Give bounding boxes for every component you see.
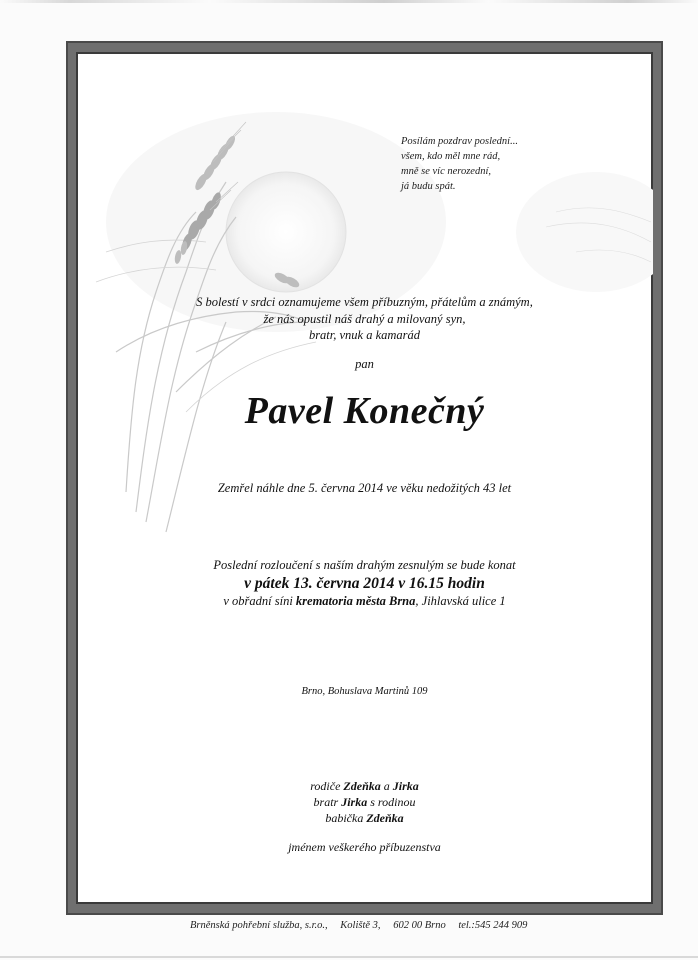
grandmother-label: babička (325, 811, 367, 825)
funeral-date-time: v pátek 13. června 2014 v 16.15 hodin (244, 575, 485, 592)
funeral-intro: Poslední rozloučení s naším drahým zesnulým se bude konat (213, 558, 516, 572)
scan-edge-top (0, 0, 698, 3)
funeral-place-prefix: v obřadní síni (223, 594, 296, 608)
mourner-parents (76, 778, 653, 794)
deceased-name: Pavel Konečný (244, 390, 485, 432)
parent-name: Zdeňka (343, 779, 381, 793)
poem-line: mně se víc nerozední, (401, 166, 491, 177)
announcement-intro (76, 294, 653, 344)
grandmother-name: Zdeňka (366, 811, 404, 825)
funeral-venue: krematoria města Brna (295, 594, 416, 608)
mourners-list (76, 778, 653, 826)
company-phone: tel.:545 244 909 (458, 920, 528, 931)
intro-line: S bolestí v srdci oznamujeme všem příbuzným, přátelům a známým, (196, 295, 533, 309)
mourner-grandmother (76, 810, 653, 826)
intro-line: bratr, vnuk a kamarád (308, 328, 421, 342)
poem-verse (401, 134, 601, 194)
funeral-place-suffix: , Jihlavská ulice 1 (415, 594, 506, 608)
parents-label: rodiče (310, 779, 344, 793)
funeral-service-footer (190, 920, 590, 931)
parent-name: Jirka (392, 779, 419, 793)
poem-line: já budu spát. (401, 181, 456, 192)
company-name: Brněnská pohřební služba, s.r.o., (190, 920, 328, 931)
funeral-place (76, 593, 653, 610)
mourner-brother (76, 794, 653, 810)
intro-line: že nás opustil náš drahý a milovaný syn, (263, 311, 466, 326)
death-note: Zemřel náhle dne 5. června 2014 ve věku nedožitých 43 let (217, 481, 512, 495)
company-street: Koliště 3, (340, 920, 381, 931)
parents-join: a (380, 779, 393, 793)
poem-line: Posílám pozdrav poslední... (401, 136, 518, 147)
brother-suffix: s rodinou (367, 795, 416, 809)
poem-line: všem, kdo měl mne rád, (401, 151, 501, 162)
on-behalf-line: jménem veškerého příbuzenstva (288, 840, 441, 854)
brother-name: Jirka (341, 795, 368, 809)
funeral-details (76, 557, 653, 610)
brother-label: bratr (313, 795, 342, 809)
family-address: Brno, Bohuslava Martinů 109 (301, 686, 428, 697)
honorific: pan (355, 357, 374, 371)
scan-edge-bottom (0, 956, 698, 958)
company-city: 602 00 Brno (393, 920, 446, 931)
